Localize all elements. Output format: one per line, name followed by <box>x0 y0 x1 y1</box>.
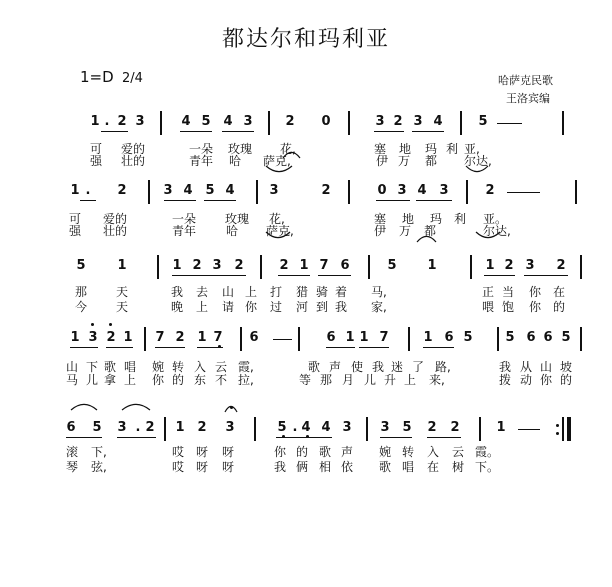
time-signature: 2/4 <box>121 71 143 86</box>
song-title: 都达尔和玛利亚 <box>221 27 390 52</box>
note: 5 <box>505 330 515 345</box>
lyric-verse1: 你 <box>528 285 541 299</box>
note: 2 <box>485 183 495 198</box>
lyric-verse1: 歌 <box>318 445 331 459</box>
note: 3 <box>269 183 279 198</box>
slur-arc <box>466 166 488 172</box>
lyric-verse2: 拉, <box>238 373 254 387</box>
note: 1 <box>423 330 433 345</box>
lyric-verse1: 可 <box>68 212 81 226</box>
lyric-verse1: 呀 <box>195 445 208 459</box>
note: 2 <box>393 114 403 129</box>
lyric-verse2: 强 <box>68 224 81 238</box>
note: 5 <box>201 114 211 129</box>
note: 3 <box>439 183 449 198</box>
note: . <box>292 420 298 435</box>
lyric-verse2: 壮的 <box>121 154 146 168</box>
lyric-verse1: 可 <box>89 142 102 156</box>
lyric-verse1: 入 <box>426 445 439 459</box>
slur-arc <box>417 236 436 242</box>
note: 6 <box>444 330 454 345</box>
lyric-verse1: 马, <box>371 285 387 299</box>
lyric-verse1: 入 <box>193 360 206 374</box>
note: 4 <box>183 183 193 198</box>
slur-arc <box>266 166 292 172</box>
note: 2 <box>117 114 127 129</box>
lyric-verse2: 你 <box>539 373 552 387</box>
lyric-verse2: 哈 <box>228 154 241 168</box>
lyric-verse1: 转 <box>401 445 414 459</box>
lyric-verse2: 萨克, <box>266 224 294 238</box>
note: 4 <box>181 114 191 129</box>
note: 1 <box>90 114 100 129</box>
lyric-verse1: 天 <box>115 285 128 299</box>
lyric-verse2: 到 <box>315 300 328 314</box>
lyric-verse1: 下, <box>91 445 107 459</box>
lyric-verse1: 的 <box>295 445 308 459</box>
note: 1 <box>345 330 355 345</box>
lyric-verse2: 儿 <box>363 373 376 387</box>
note: 3 <box>88 330 98 345</box>
lyric-verse1: 云 <box>214 360 227 374</box>
note: 1 <box>485 258 495 273</box>
lyric-verse1: 下 <box>85 360 98 374</box>
lyric-verse2: 尔达, <box>464 154 492 168</box>
note: 4 <box>301 420 311 435</box>
lyric-verse1: 爱的 <box>121 142 146 156</box>
note: 2 <box>321 183 331 198</box>
note: 1 <box>70 330 80 345</box>
note: 3 <box>243 114 253 129</box>
note: 1 <box>117 258 127 273</box>
lyric-verse1: 声 <box>328 360 341 374</box>
lyric-verse2: 都 <box>423 224 436 238</box>
lyric-verse1: 上 <box>244 285 257 299</box>
lyric-verse2: 相 <box>318 460 331 474</box>
note: 3 <box>375 114 385 129</box>
lyric-verse2: 上 <box>195 300 208 314</box>
note: 5 <box>463 330 473 345</box>
lyric-verse2: 呀 <box>221 460 234 474</box>
lyric-verse1: 玛 <box>429 212 442 226</box>
lyric-verse2: 月 <box>341 373 354 387</box>
lyric-verse2: 青年 <box>189 154 214 168</box>
lyric-verse1: 我 <box>498 360 511 374</box>
lyric-verse1: 转 <box>171 360 184 374</box>
lyric-verse1: 使 <box>350 360 363 374</box>
note: 5 <box>277 420 287 435</box>
note: 6 <box>326 330 336 345</box>
note: 1 <box>175 420 185 435</box>
slur-arc <box>476 232 500 238</box>
note: 5 <box>387 258 397 273</box>
lyric-verse2: 拨 <box>498 373 511 387</box>
lyric-verse2: 天 <box>115 300 128 314</box>
lyric-verse2: 不 <box>214 373 227 387</box>
lyric-verse2: 壮的 <box>103 224 128 238</box>
lyric-verse1: 爱的 <box>103 212 128 226</box>
lyric-verse1: 花, <box>269 212 285 226</box>
note: 1 <box>496 420 506 435</box>
lyric-verse2: 尔达, <box>483 224 511 238</box>
lyric-verse1: 亚, <box>464 142 480 156</box>
lyric-verse2: 来, <box>429 373 445 387</box>
lyric-verse1: 滚 <box>65 445 78 459</box>
note: 5 <box>76 258 86 273</box>
lyric-verse2: 弦, <box>91 460 107 474</box>
lyric-verse1: 玫瑰 <box>225 212 250 226</box>
note: . <box>104 114 110 129</box>
note: 6 <box>526 330 536 345</box>
lyric-verse1: 霞, <box>238 360 254 374</box>
note: 1 <box>197 330 207 345</box>
lyric-verse2: 河 <box>295 300 308 314</box>
lyric-verse1: 利 <box>445 142 458 156</box>
note: 6 <box>66 420 76 435</box>
lyric-verse2: 哎 <box>171 460 184 474</box>
lyric-verse1: 地 <box>401 212 414 226</box>
note: 2 <box>427 420 437 435</box>
lyric-verse2: 万 <box>397 154 410 168</box>
lyric-verse2: 伊 <box>373 224 386 238</box>
note: 1 <box>70 183 80 198</box>
note: 3 <box>135 114 145 129</box>
note: 4 <box>433 114 443 129</box>
note: 1 <box>123 330 133 345</box>
lyric-verse1: 地 <box>398 142 411 156</box>
note: 2 <box>145 420 155 435</box>
lyric-verse2: 你 <box>528 300 541 314</box>
note: 2 <box>117 183 127 198</box>
note: 7 <box>155 330 165 345</box>
lyric-verse2: 我 <box>273 460 286 474</box>
lyric-verse1: 着 <box>334 285 347 299</box>
lyric-verse1: 婉 <box>378 445 391 459</box>
note: 4 <box>225 183 235 198</box>
lyric-verse2: 萨克, <box>263 154 291 168</box>
song-origin: 哈萨克民歌 <box>498 74 553 87</box>
lyric-verse2: 拿 <box>103 373 116 387</box>
lyric-verse1: 利 <box>453 212 466 226</box>
lyric-verse2: 在 <box>426 460 439 474</box>
lyric-verse1: 山 <box>65 360 78 374</box>
slur-arc <box>225 406 237 412</box>
lyric-verse2: 的 <box>552 300 565 314</box>
note: 2 <box>197 420 207 435</box>
note: 1 <box>172 258 182 273</box>
lyric-verse1: 霞。 <box>475 445 500 459</box>
note: 3 <box>342 420 352 435</box>
lyric-verse1: 我 <box>371 360 384 374</box>
note: 7 <box>379 330 389 345</box>
note: 4 <box>417 183 427 198</box>
note: 7 <box>213 330 223 345</box>
lyric-verse2: 俩 <box>295 460 308 474</box>
note: 5 <box>402 420 412 435</box>
note: 2 <box>175 330 185 345</box>
lyric-verse2: 家, <box>371 300 387 314</box>
lyric-verse2: 晚 <box>170 300 183 314</box>
lyric-verse1: 从 <box>519 360 532 374</box>
note: 3 <box>397 183 407 198</box>
note: 0 <box>321 114 331 129</box>
lyric-verse2: 请 <box>221 300 234 314</box>
lyric-verse2: 上 <box>123 373 136 387</box>
lyric-verse2: 万 <box>398 224 411 238</box>
note: 3 <box>225 420 235 435</box>
note: 7 <box>319 258 329 273</box>
lyric-verse2: 儿 <box>85 373 98 387</box>
lyric-verse2: 下。 <box>475 460 500 474</box>
lyric-verse2: 歌 <box>378 460 391 474</box>
lyric-verse2: 动 <box>519 373 532 387</box>
note: 5 <box>561 330 571 345</box>
lyric-verse1: 一朵 <box>172 212 197 226</box>
lyric-verse1: 花, <box>280 142 296 156</box>
lyric-verse2: 树 <box>451 460 464 474</box>
lyric-verse1: 在 <box>552 285 565 299</box>
lyric-verse1: 猎 <box>295 285 308 299</box>
lyric-verse1: 当 <box>501 285 514 299</box>
lyric-verse1: 歌 <box>103 360 116 374</box>
lyric-verse2: 的 <box>559 373 572 387</box>
lyric-verse2: 马 <box>65 373 78 387</box>
note: . <box>85 183 91 198</box>
note: 3 <box>380 420 390 435</box>
slur-arc <box>283 152 300 158</box>
lyric-verse2: 那 <box>319 373 332 387</box>
lyric-verse1: 迷 <box>390 360 403 374</box>
lyric-verse2: 等 <box>298 373 311 387</box>
lyric-verse1: 了 <box>411 360 424 374</box>
note: 0 <box>377 183 387 198</box>
lyric-verse2: 喂 <box>481 300 494 314</box>
note: 3 <box>163 183 173 198</box>
lyric-verse2: 依 <box>340 460 353 474</box>
note: 5 <box>92 420 102 435</box>
note: 2 <box>279 258 289 273</box>
lyric-verse1: 亚。 <box>483 212 508 226</box>
lyric-verse1: 哎 <box>171 445 184 459</box>
lyric-verse1: 山 <box>221 285 234 299</box>
lyric-verse1: 塞 <box>373 142 386 156</box>
lyric-verse2: 升 <box>383 373 396 387</box>
note: 6 <box>340 258 350 273</box>
lyric-verse2: 今 <box>74 300 87 314</box>
lyric-verse1: 你 <box>273 445 286 459</box>
lyric-verse1: 玫瑰 <box>228 142 253 156</box>
note: 3 <box>117 420 127 435</box>
lyric-verse1: 声 <box>340 445 353 459</box>
note: 5 <box>478 114 488 129</box>
note: 5 <box>205 183 215 198</box>
lyric-verse2: 呀 <box>195 460 208 474</box>
lyric-verse1: 路, <box>435 360 451 374</box>
lyric-verse1: 呀 <box>221 445 234 459</box>
note: 2 <box>106 330 116 345</box>
lyric-verse2: 强 <box>89 154 102 168</box>
note: 1 <box>299 258 309 273</box>
note: 3 <box>525 258 535 273</box>
lyric-verse1: 一朵 <box>189 142 214 156</box>
lyric-verse2: 哈 <box>225 224 238 238</box>
note: 2 <box>556 258 566 273</box>
lyric-verse1: 那 <box>74 285 87 299</box>
lyric-verse1: 唱 <box>123 360 136 374</box>
key-signature: 1=D <box>80 68 114 86</box>
lyric-verse2: 琴 <box>65 460 78 474</box>
note: 1 <box>427 258 437 273</box>
note: 6 <box>543 330 553 345</box>
note: 2 <box>504 258 514 273</box>
lyric-verse1: 歌 <box>307 360 320 374</box>
lyric-verse2: 伊 <box>375 154 388 168</box>
arranger-credit: 王洛宾编 <box>506 92 550 105</box>
lyric-verse2: 都 <box>424 154 437 168</box>
lyric-verse2: 唱 <box>401 460 414 474</box>
lyric-verse2: 的 <box>171 373 184 387</box>
note: 2 <box>234 258 244 273</box>
note: 2 <box>192 258 202 273</box>
slur-arc <box>122 404 150 410</box>
slur-arc <box>266 232 290 238</box>
lyric-verse1: 塞 <box>373 212 386 226</box>
note: 1 <box>359 330 369 345</box>
lyric-verse2: 你 <box>151 373 164 387</box>
lyric-verse1: 打 <box>269 285 282 299</box>
lyric-verse2: 上 <box>403 373 416 387</box>
note: 3 <box>413 114 423 129</box>
lyric-verse2: 饱 <box>501 300 514 314</box>
note: 6 <box>249 330 259 345</box>
lyric-verse2: 过 <box>269 300 282 314</box>
lyric-verse2: 我 <box>334 300 347 314</box>
note: 3 <box>212 258 222 273</box>
note: 4 <box>321 420 331 435</box>
note: 2 <box>450 420 460 435</box>
lyric-verse2: 你 <box>244 300 257 314</box>
lyric-verse2: 东 <box>193 373 206 387</box>
lyric-verse2: 青年 <box>172 224 197 238</box>
slur-arc <box>71 404 97 410</box>
lyric-verse1: 坡 <box>559 360 572 374</box>
lyric-verse1: 玛 <box>424 142 437 156</box>
lyric-verse1: 我 <box>170 285 183 299</box>
note: . <box>135 420 141 435</box>
note: 2 <box>285 114 295 129</box>
lyric-verse1: 婉 <box>151 360 164 374</box>
lyric-verse1: 骑 <box>315 285 328 299</box>
lyric-verse1: 山 <box>539 360 552 374</box>
lyric-verse1: 去 <box>195 285 208 299</box>
lyric-verse1: 云 <box>451 445 464 459</box>
note: 4 <box>223 114 233 129</box>
lyric-verse1: 正 <box>481 285 494 299</box>
